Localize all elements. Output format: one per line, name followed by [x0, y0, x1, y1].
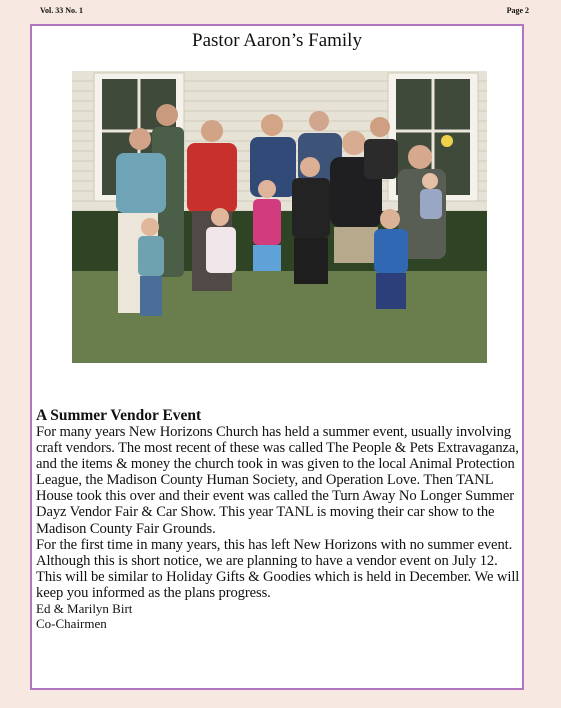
signature-role: Co-Chairmen — [36, 616, 107, 632]
page-frame — [30, 24, 524, 690]
signature-names: Ed & Marilyn Birt — [36, 601, 133, 617]
feature-title: Pastor Aaron’s Family — [192, 30, 362, 51]
family-photo — [72, 71, 487, 363]
article-title: A Summer Vendor Event — [36, 407, 202, 424]
article-paragraph-2: For the first time in many years, this has left New Horizons with no summer event. Although this is short notice, we are planning to have a vendor event on July 12. This will be similar to Holiday Gifts & Goodies which is held in December. We will keep you informed as the plans progress. — [36, 536, 520, 601]
page-number: Page 2 — [506, 6, 529, 15]
article-paragraph-1: For many years New Horizons Church has held a summer event, usually involving craft vendors. The most recent of these was called The People & Pets Extravaganza, and the items & money the church took in was given to the local Animal Protection League, the Madison County Human Society, and Operation Love. Then TANL House took this over and their event was called the Turn Away No Longer Summer Dayz Vendor Fair & Car Show. This year TANL is moving their car show to the Madison County Fair Grounds. — [36, 424, 519, 537]
volume-label: Vol. 33 No. 1 — [40, 6, 84, 15]
article — [36, 407, 520, 631]
